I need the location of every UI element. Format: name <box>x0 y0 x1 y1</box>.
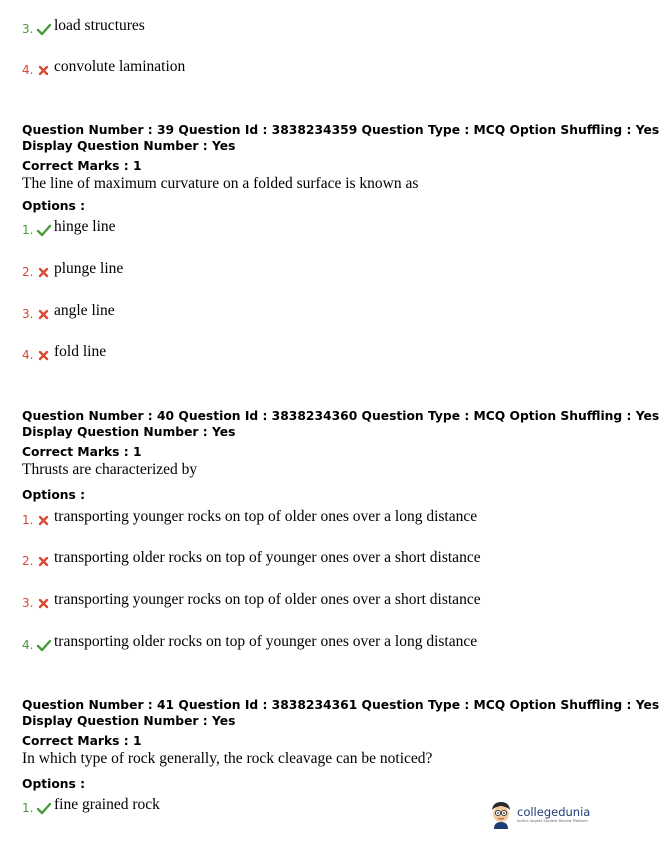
option-item <box>22 588 481 610</box>
option-number: 4. <box>22 348 34 362</box>
option-text: plunge line <box>54 260 124 277</box>
option-item <box>22 340 106 362</box>
cross-icon <box>36 596 52 610</box>
options-label: Options : <box>22 777 86 791</box>
option-item <box>22 215 116 237</box>
logo-tagline: India's largest Student Review Platform <box>517 819 588 823</box>
options-label: Options : <box>22 488 86 502</box>
logo-name: collegedunia <box>517 805 591 819</box>
option-number: 3. <box>22 22 34 36</box>
option-text: convolute lamination <box>54 58 186 75</box>
check-icon <box>36 638 52 652</box>
option-number: 1. <box>22 513 34 527</box>
option-item <box>22 55 185 77</box>
option-text: transporting younger rocks on top of older ones over a short distance <box>54 591 481 608</box>
display-question-number: Display Question Number : Yes <box>22 425 236 439</box>
correct-marks: Correct Marks : 1 <box>22 734 142 748</box>
question-meta: Question Number : 41 Question Id : 3838234361 Question Type : MCQ Option Shuffling : Yes <box>22 698 659 712</box>
display-question-number: Display Question Number : Yes <box>22 139 236 153</box>
option-number: 4. <box>22 63 34 77</box>
question-text: The line of maximum curvature on a folded surface is known as <box>22 175 419 192</box>
option-item <box>22 630 477 652</box>
option-text: fine grained rock <box>54 796 160 813</box>
cross-icon <box>36 265 52 279</box>
option-number: 1. <box>22 801 34 815</box>
option-number: 1. <box>22 223 34 237</box>
option-text: fold line <box>54 343 107 360</box>
option-number: 2. <box>22 554 34 568</box>
correct-marks: Correct Marks : 1 <box>22 159 142 173</box>
option-text: transporting younger rocks on top of older ones over a long distance <box>54 508 478 525</box>
question-meta: Question Number : 39 Question Id : 3838234359 Question Type : MCQ Option Shuffling : Yes <box>22 123 659 137</box>
option-number: 2. <box>22 265 34 279</box>
option-item <box>22 299 115 321</box>
check-icon <box>36 223 52 237</box>
question-text: Thrusts are characterized by <box>22 461 198 478</box>
cross-icon <box>36 348 52 362</box>
collegedunia-logo <box>488 798 591 832</box>
cross-icon <box>36 307 52 321</box>
cross-icon <box>36 554 52 568</box>
mascot-icon <box>488 800 514 830</box>
option-text: angle line <box>54 302 115 319</box>
option-item <box>22 546 481 568</box>
option-item <box>22 14 145 36</box>
display-question-number: Display Question Number : Yes <box>22 714 236 728</box>
option-text: load structures <box>54 17 145 34</box>
question-text: In which type of rock generally, the rock cleavage can be noticed? <box>22 750 433 767</box>
option-number: 3. <box>22 596 34 610</box>
option-text: transporting older rocks on top of younger ones over a short distance <box>54 549 481 566</box>
option-item <box>22 257 123 279</box>
check-icon <box>36 22 52 36</box>
cross-icon <box>36 513 52 527</box>
option-number: 3. <box>22 307 34 321</box>
option-number: 4. <box>22 638 34 652</box>
question-meta: Question Number : 40 Question Id : 3838234360 Question Type : MCQ Option Shuffling : Yes <box>22 409 659 423</box>
cross-icon <box>36 63 52 77</box>
option-item <box>22 793 160 815</box>
option-text: transporting older rocks on top of younger ones over a long distance <box>54 633 478 650</box>
correct-marks: Correct Marks : 1 <box>22 445 142 459</box>
options-label: Options : <box>22 199 86 213</box>
check-icon <box>36 801 52 815</box>
option-text: hinge line <box>54 218 116 235</box>
option-item <box>22 505 477 527</box>
